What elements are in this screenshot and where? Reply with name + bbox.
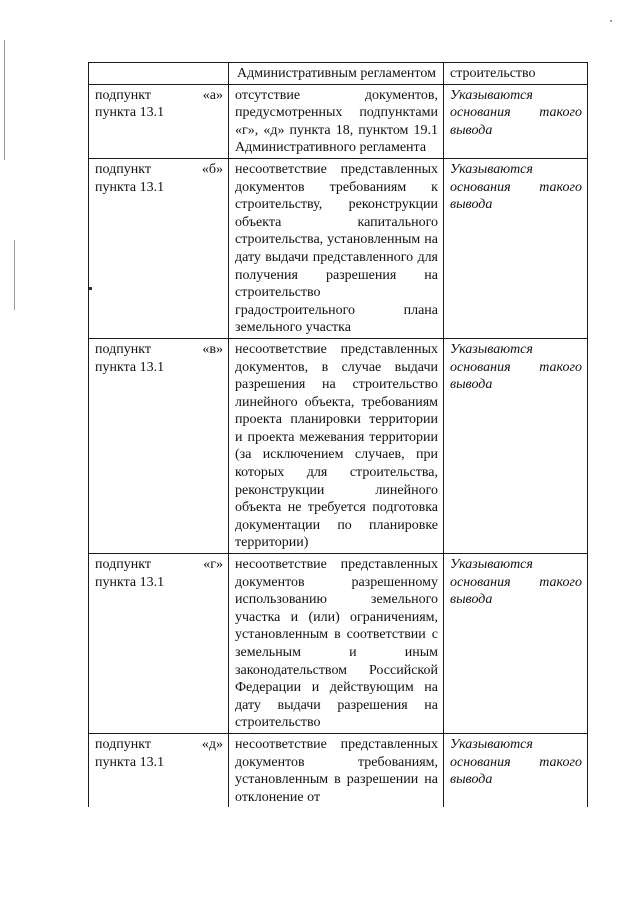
table-row [89, 733, 588, 807]
scan-artifact [4, 40, 5, 160]
header-cell-1 [89, 63, 229, 85]
ref-point: пункта 13.1 [95, 105, 165, 121]
scan-artifact [14, 240, 15, 310]
reason-cell: несоответствие представленных документов разрешенному использованию земельного участка и (или) ограничениям, установленным в соответствии с земельным и иным законодательством Российской Федерации и действующим на дату выдачи разрешения на строительство [229, 554, 444, 734]
reason-cell: несоответствие представленных документов требованиям, установленным в разрешении на отклонение от [229, 733, 444, 807]
ref-point: пункта 13.1 [95, 359, 165, 375]
ref-letter: «г» [203, 557, 223, 573]
table-row [89, 554, 588, 734]
ref-letter: «в» [202, 341, 223, 357]
note-cell: Указываются основания такого вывода [444, 338, 588, 553]
ref-label: подпункт [95, 161, 151, 177]
ref-letter: «б» [201, 161, 223, 177]
ref-label: подпункт [95, 87, 151, 103]
reason-cell: несоответствие представленных документов требованиям к строительству, реконструкции объекта капитального строительства, установленным на дату выдачи представленного для получения разрешения на строительство градостроительного плана земельного участка [229, 158, 444, 338]
scan-artifact [610, 20, 612, 22]
ref-label: подпункт [95, 341, 151, 357]
header-cell-2: Административным регламентом [229, 63, 444, 85]
table-row [89, 338, 588, 553]
reference-cell [89, 733, 229, 807]
note-cell: Указываются основания такого вывода [444, 84, 588, 158]
reason-cell: несоответствие представленных документов, в случае выдачи разрешения на строительство линейного объекта, требованиям проекта планировки территории и проекта межевания территории (за исключением случаев, при которых для строительства, реконструкции линейного объекта не требуется подготовка документации по планировке территории) [229, 338, 444, 553]
table-row [89, 84, 588, 158]
ref-label: подпункт [95, 557, 151, 573]
ref-point: пункта 13.1 [95, 574, 165, 590]
ref-letter: «а» [202, 87, 223, 103]
reference-cell [89, 158, 229, 338]
grounds-table [88, 62, 588, 807]
reference-cell [89, 554, 229, 734]
reference-cell [89, 84, 229, 158]
ref-letter: «д» [201, 736, 223, 752]
ref-point: пункта 13.1 [95, 179, 165, 195]
reference-cell [89, 338, 229, 553]
note-cell: Указываются основания такого вывода [444, 733, 588, 807]
note-cell: Указываются основания такого вывода [444, 554, 588, 734]
table-row [89, 158, 588, 338]
note-cell: Указываются основания такого вывода [444, 158, 588, 338]
table-header-row [89, 63, 588, 85]
ref-point: пункта 13.1 [95, 754, 165, 770]
header-cell-3: строительство [444, 63, 588, 85]
reason-cell: отсутствие документов, предусмотренных подпунктами «г», «д» пункта 18, пунктом 19.1 Административного регламента [229, 84, 444, 158]
ref-label: подпункт [95, 736, 151, 752]
